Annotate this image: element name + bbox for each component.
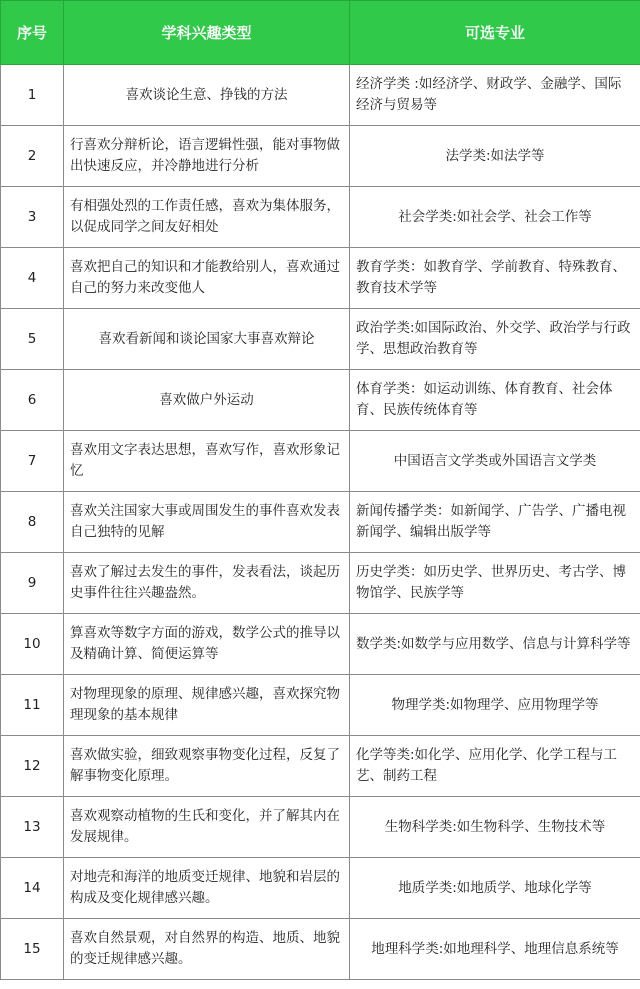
major-cell: 社会学类:如社会学、社会工作等: [350, 187, 640, 248]
interest-cell: 喜欢谈论生意、挣钱的方法: [64, 65, 350, 126]
major-cell: 经济学类 :如经济学、财政学、金融学、国际经济与贸易等: [350, 65, 640, 126]
header-number: 序号: [1, 1, 64, 65]
table-row: [1, 614, 640, 675]
table-row: [1, 858, 640, 919]
row-number: 5: [1, 309, 64, 370]
interest-cell: 喜欢做户外运动: [64, 370, 350, 431]
interest-cell: 行喜欢分辩析论，语言逻辑性强，能对事物做出快速反应，并冷静地进行分析: [64, 126, 350, 187]
major-cell: 政治学类:如国际政治、外交学、政治学与行政学、思想政治教育等: [350, 309, 640, 370]
row-number: 7: [1, 431, 64, 492]
header-row: [1, 1, 640, 65]
row-number: 4: [1, 248, 64, 309]
row-number: 6: [1, 370, 64, 431]
major-cell: 新闻传播学类：如新闻学、广告学、广播电视新闻学、编辑出版学等: [350, 492, 640, 553]
table-row: [1, 248, 640, 309]
interest-cell: 喜欢用文字表达思想，喜欢写作，喜欢形象记忆: [64, 431, 350, 492]
row-number: 3: [1, 187, 64, 248]
interest-cell: 对地壳和海洋的地质变迁规律、地貌和岩层的构成及变化规律感兴趣。: [64, 858, 350, 919]
major-cell: 教育学类：如教育学、学前教育、特殊教育、教育技术学等: [350, 248, 640, 309]
row-number: 14: [1, 858, 64, 919]
table-row: [1, 492, 640, 553]
row-number: 11: [1, 675, 64, 736]
interest-cell: 喜欢自然景观，对自然界的构造、地质、地貌的变迁规律感兴趣。: [64, 919, 350, 980]
table-row: [1, 919, 640, 980]
major-cell: 中国语言文学类或外国语言文学类: [350, 431, 640, 492]
header-interest-type: 学科兴趣类型: [64, 1, 350, 65]
row-number: 1: [1, 65, 64, 126]
major-cell: 地质学类:如地质学、地球化学等: [350, 858, 640, 919]
row-number: 10: [1, 614, 64, 675]
interest-cell: 对物理现象的原理、规律感兴趣，喜欢探究物理现象的基本规律: [64, 675, 350, 736]
table-body: [1, 65, 640, 980]
row-number: 2: [1, 126, 64, 187]
interest-cell: 喜欢了解过去发生的事件，发表看法，谈起历史事件往往兴趣盎然。: [64, 553, 350, 614]
row-number: 15: [1, 919, 64, 980]
interest-cell: 喜欢做实验，细致观察事物变化过程，反复了解事物变化原理。: [64, 736, 350, 797]
table-row: [1, 126, 640, 187]
table-row: [1, 431, 640, 492]
header-optional-majors: 可选专业: [350, 1, 640, 65]
row-number: 13: [1, 797, 64, 858]
table-header: [1, 1, 640, 65]
row-number: 9: [1, 553, 64, 614]
major-cell: 法学类:如法学等: [350, 126, 640, 187]
table-row: [1, 675, 640, 736]
interest-cell: 喜欢把自己的知识和才能教给别人，喜欢通过自己的努力来改变他人: [64, 248, 350, 309]
major-cell: 地理科学类:如地理科学、地理信息系统等: [350, 919, 640, 980]
row-number: 8: [1, 492, 64, 553]
table-row: [1, 553, 640, 614]
table-row: [1, 797, 640, 858]
interest-cell: 有相强处烈的工作责任感，喜欢为集体服务，以促成同学之间友好相处: [64, 187, 350, 248]
major-cell: 体育学类：如运动训练、体育教育、社会体育、民族传统体育等: [350, 370, 640, 431]
row-number: 12: [1, 736, 64, 797]
interest-cell: 算喜欢等数字方面的游戏，数学公式的推导以及精确计算、简便运算等: [64, 614, 350, 675]
table-row: [1, 736, 640, 797]
interest-cell: 喜欢看新闻和谈论国家大事喜欢辩论: [64, 309, 350, 370]
table-row: [1, 187, 640, 248]
major-cell: 历史学类：如历史学、世界历史、考古学、博物馆学、民族学等: [350, 553, 640, 614]
table-row: [1, 370, 640, 431]
major-cell: 数学类:如数学与应用数学、信息与计算科学等: [350, 614, 640, 675]
interest-cell: 喜欢关注国家大事或周围发生的事件喜欢发表自己独特的见解: [64, 492, 350, 553]
table-row: [1, 65, 640, 126]
major-cell: 物理学类:如物理学、应用物理学等: [350, 675, 640, 736]
interest-cell: 喜欢观察动植物的生氏和变化，并了解其内在发展规律。: [64, 797, 350, 858]
major-cell: 化学等类:如化学、应用化学、化学工程与工艺、制药工程: [350, 736, 640, 797]
major-cell: 生物科学类:如生物科学、生物技术等: [350, 797, 640, 858]
table-row: [1, 309, 640, 370]
